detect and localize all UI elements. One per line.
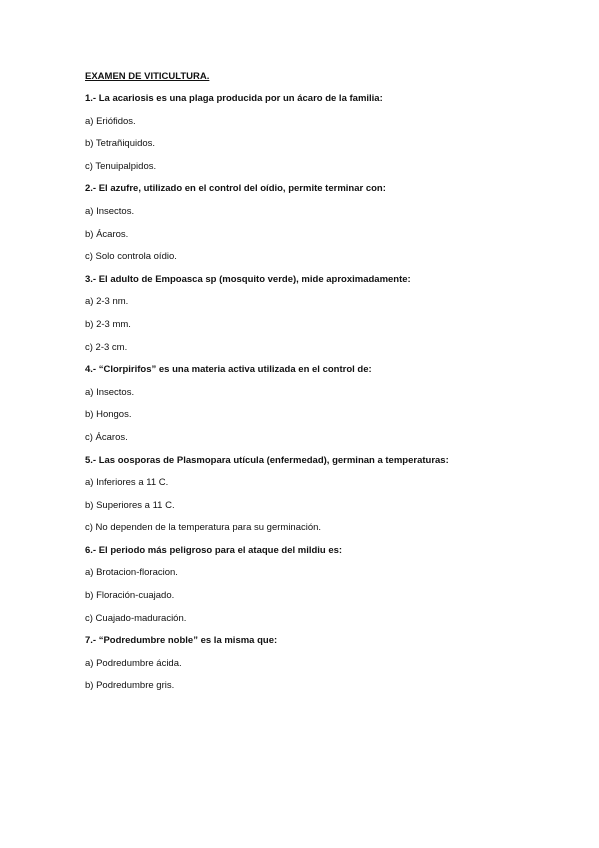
question-1-option-a: a) Eriófidos. [85,115,136,127]
question-block-3 [85,269,525,359]
question-block-1 [85,88,525,178]
question-block-7 [85,630,525,698]
question-2-option-c: c) Solo controla oídio. [85,251,177,263]
question-1-option-b: b) Tetrañiquidos. [85,138,156,150]
question-4-option-b: b) Hongos. [85,409,132,421]
question-2-option-a: a) Insectos. [85,205,135,217]
question-7-option-b: b) Podredumbre gris. [85,680,175,692]
question-3-option-b: b) 2-3 mm. [85,318,131,330]
question-6: 6.- El periodo más peligroso para el ataque del mildiu es: [85,544,343,556]
question-5-option-b: b) Superiores a 11 C. [85,499,175,511]
question-4: 4.- “Clorpirifos” es una materia activa utilizada en el control de: [85,364,372,376]
question-6-option-c: c) Cuajado-maduración. [85,612,187,624]
question-4-option-c: c) Ácaros. [85,431,128,443]
question-7-option-a: a) Podredumbre ácida. [85,657,182,669]
question-block-4 [85,359,525,449]
question-4-option-a: a) Insectos. [85,386,135,398]
question-3-option-c: c) 2-3 cm. [85,341,128,353]
question-5: 5.- Las oosporas de Plasmopara utícula (enfermedad), germinan a temperaturas: [85,454,449,466]
question-3-option-a: a) 2-3 nm. [85,296,129,308]
question-6-option-a: a) Brotacion-floracion. [85,567,178,579]
question-block-2 [85,178,525,268]
question-1-option-c: c) Tenuipalpidos. [85,160,157,172]
exam-content [85,66,525,698]
question-5-option-a: a) Inferiores a 11 C. [85,477,169,489]
question-block-6 [85,540,525,630]
question-5-option-c: c) No dependen de la temperatura para su germinación. [85,522,322,534]
question-2: 2.- El azufre, utilizado en el control del oídio, permite terminar con: [85,183,386,195]
question-3: 3.- El adulto de Empoasca sp (mosquito verde), mide aproximadamente: [85,273,411,285]
question-6-option-b: b) Floración-cuajado. [85,590,175,602]
exam-title: EXAMEN DE VITICULTURA. [85,71,210,82]
question-block-5 [85,450,525,540]
question-7: 7.- “Podredumbre noble” es la misma que: [85,635,278,647]
question-2-option-b: b) Ácaros. [85,228,129,240]
question-1: 1.- La acariosis es una plaga producida por un ácaro de la familia: [85,93,383,104]
